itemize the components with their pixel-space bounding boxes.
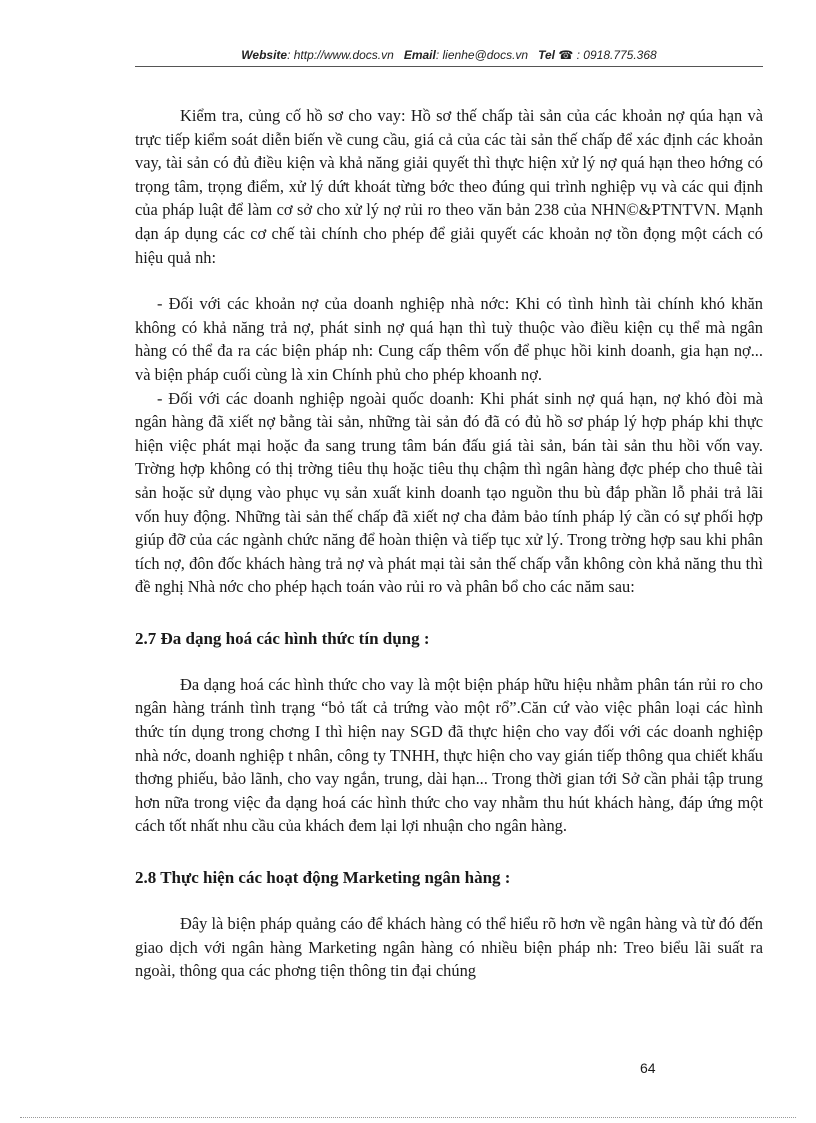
footer-divider xyxy=(20,1117,796,1118)
tel-value: ☎ : 0918.775.368 xyxy=(558,48,657,62)
document-body xyxy=(135,104,763,983)
page-header xyxy=(135,48,763,62)
tel-label: Tel xyxy=(538,48,555,62)
paragraph-state-enterprise: - Đối với các khoản nợ của doanh nghiệp nhà nớc: Khi có tình hình tài chính khó khăn không có khả năng trả nợ, phát sinh nợ quá hạn thì tuỳ thuộc vào điều kiện cụ thể mà ngân hàng có thể đa ra các biện pháp nh: Cung cấp thêm vốn để phục hồi kinh doanh, gia hạn nợ... và biện pháp cuối cùng là xin Chính phủ cho phép khoanh nợ. xyxy=(135,294,763,384)
website-value: : http://www.docs.vn xyxy=(287,48,394,62)
section-heading-2-7: 2.7 Đa dạng hoá các hình thức tín dụng : xyxy=(135,628,430,648)
paragraph-non-state-enterprise: - Đối với các doanh nghiệp ngoài quốc doanh: Khi phát sinh nợ quá hạn, nợ khó đòi mà ngân hàng đã xiết nợ bằng tài sản, những tài sản đó đã có đủ hồ sơ pháp lý hợp pháp khi thực hiện việc phát mại hoặc đa sang trung tâm bán đấu giá tài sản, bán tài sản thu hồi vốn vay. Trờng hợp không có thị trờng tiêu thụ hoặc tiêu thụ chậm thì ngân hàng đợc phép cho thuê tài sản hoặc sử dụng vào phục vụ sản xuất kinh doanh tạo nguồn thu bù đắp phần lỗ phải trả lãi vốn huy động. Những tài sản thế chấp đã xiết nợ cha đảm bảo tính pháp lý cần có sự phối hợp giúp đỡ của các ngành chức năng để hoàn thiện và tiếp tục xử lý. Trong trờng hợp sau khi phân tích nợ, đôn đốc khách hàng trả nợ và phát mại tài sản thế chấp vẫn không còn khả năng thu thì đề nghị Nhà nớc cho phép hạch toán vào rủi ro và phân bổ cho các năm sau: xyxy=(135,388,763,597)
email-label: Email xyxy=(403,48,436,62)
header-divider xyxy=(135,66,763,67)
section-heading-2-8: 2.8 Thực hiện các hoạt động Marketing ngân hàng : xyxy=(135,868,511,888)
paragraph-credit-diversification: Đa dạng hoá các hình thức cho vay là một biện pháp hữu hiệu nhằm phân tán rủi ro cho ngân hàng tránh tình trạng “bỏ tất cả trứng vào một rổ”.Căn cứ vào việc phân loại các hình thức tín dụng trong chơng I thì hiện nay SGD đã thực hiện cho vay đối với các doanh nghiệp nhà nớc, doanh nghiệp t nhân, công ty TNHH, thực hiện cho vay gián tiếp thông qua chiết khấu thơng phiếu, bảo lãnh, cho vay ngắn, trung, dài hạn... Trong thời gian tới Sở cần phải tập trung hơn nữa trong việc đa dạng hoá các hình thức cho vay nhằm thu hút khách hàng, đáp ứng một cách tốt nhất nhu cầu của khách đem lại lợi nhuận cho ngân hàng. xyxy=(135,674,763,836)
paragraph-loan-dossier: Kiểm tra, củng cố hồ sơ cho vay: Hồ sơ thế chấp tài sản của các khoản nợ qúa hạn và trực tiếp kiểm soát diễn biến về cung cầu, giá cả của các tài sản thế chấp để xác định các khoản vay, tài sản có đủ điều kiện và khả năng giải quyết thì thực hiện xử lý nợ quá hạn theo hớng có trọng tâm, trọng điểm, xử lý dứt khoát từng bớc theo đúng qui trình nghiệp vụ và các qui định của pháp luật để làm cơ sở cho xử lý nợ rủi ro theo văn bản 238 của NHN©&PTNTVN. Mạnh dạn áp dụng các cơ chế tài chính cho phép để giải quyết các khoản nợ tồn đọng một cách có hiệu quả nh: xyxy=(135,106,763,267)
website-label: Website xyxy=(241,48,288,62)
page-number: 64 xyxy=(640,1060,656,1076)
paragraph-marketing: Đây là biện pháp quảng cáo để khách hàng có thể hiểu rõ hơn về ngân hàng và từ đó đến giao dịch với ngân hàng Marketing ngân hàng có nhiều biện pháp nh: Treo biểu lãi suất ra ngoài, thông qua các phơng tiện thông tin đại chúng xyxy=(135,914,763,981)
email-value: : lienhe@docs.vn xyxy=(435,48,529,62)
